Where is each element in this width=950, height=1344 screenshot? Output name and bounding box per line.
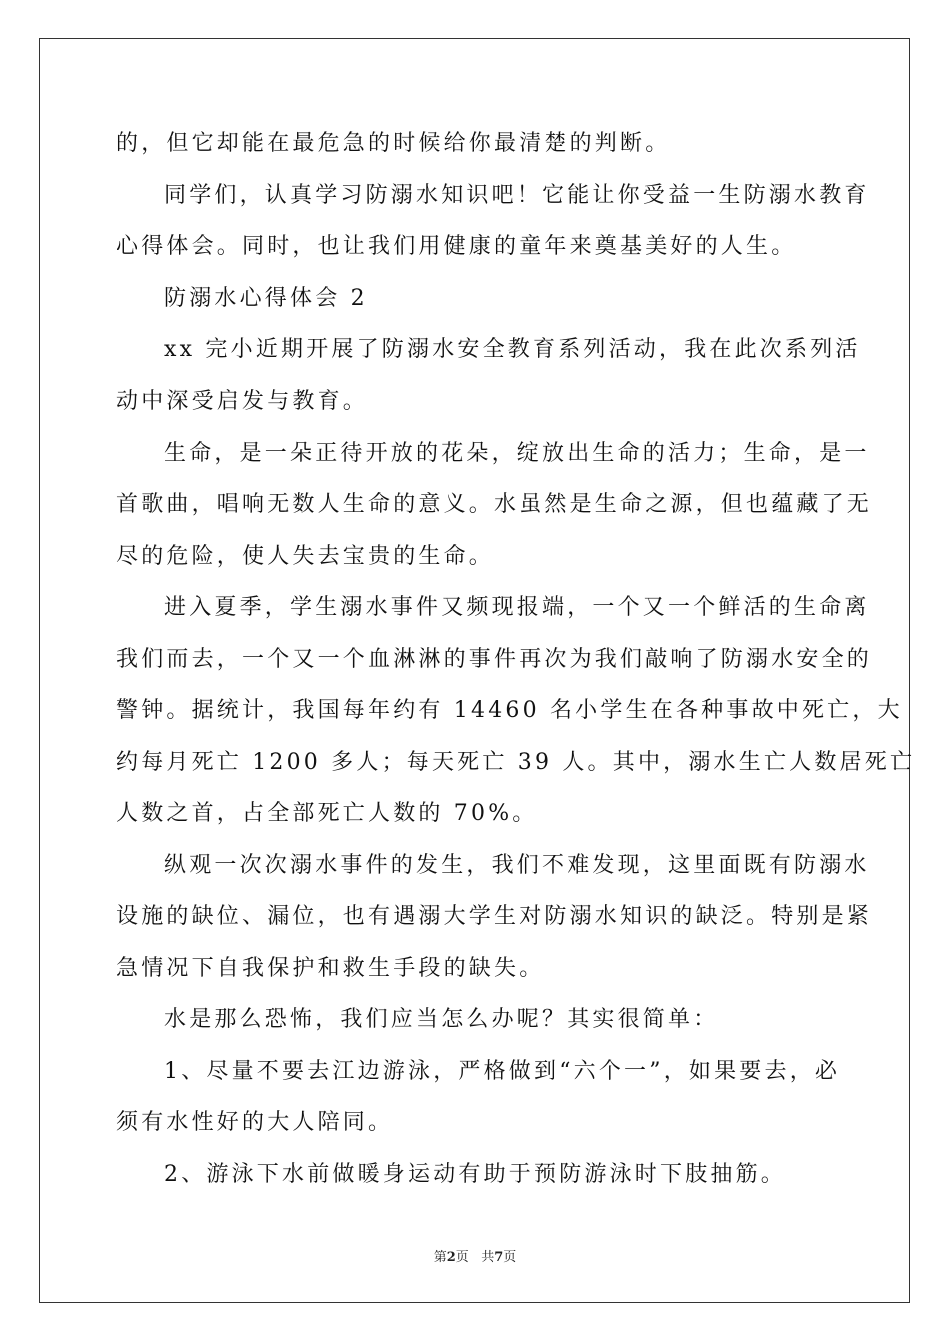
page-number-footer [0, 1246, 950, 1265]
text-line: 我们而去，一个又一个血淋淋的事件再次为我们敲响了防溺水安全的 [116, 647, 873, 672]
footer-total-suffix: 页 [503, 1250, 517, 1265]
text-line: 急情况下自我保护和救生手段的缺失。 [116, 956, 545, 981]
text-line: 首歌曲，唱响无数人生命的意义。水虽然是生命之源，但也蕴藏了无 [116, 492, 873, 517]
list-item: 1、尽量不要去江边游泳，严格做到“六个一”，如果要去，必 [164, 1059, 841, 1084]
total-pages-number: 7 [494, 1250, 504, 1265]
footer-prefix: 第 [433, 1250, 447, 1265]
current-page-number: 2 [446, 1250, 456, 1265]
footer-total-prefix: 共 [481, 1250, 495, 1265]
footer-page-suffix: 页 [455, 1250, 469, 1265]
text-line: 进入夏季，学生溺水事件又频现报端，一个又一个鲜活的生命离 [164, 595, 870, 620]
text-line: 人数之首，占全部死亡人数的 70%。 [116, 801, 538, 826]
text-line: 的，但它却能在最危急的时候给你最清楚的判断。 [116, 131, 671, 156]
text-line: 须有水性好的大人陪同。 [116, 1110, 394, 1135]
text-line: 动中深受启发与教育。 [116, 389, 369, 414]
text-line: 水是那么恐怖，我们应当怎么办呢？其实很简单： [164, 1007, 719, 1032]
list-item: 2、游泳下水前做暖身运动有助于预防游泳时下肢抽筋。 [164, 1162, 786, 1187]
text-line: 约每月死亡 1200 多人；每天死亡 39 人。其中，溺水生亡人数居死亡 [116, 750, 916, 775]
section-heading: 防溺水心得体会 2 [164, 286, 368, 311]
text-line: 尽的危险，使人失去宝贵的生命。 [116, 544, 495, 569]
text-line: xx 完小近期开展了防溺水安全教育系列活动，我在此次系列活 [164, 337, 861, 362]
text-line: 同学们，认真学习防溺水知识吧！它能让你受益一生防溺水教育 [164, 183, 870, 208]
text-line: 生命，是一朵正待开放的花朵，绽放出生命的活力；生命，是一 [164, 441, 870, 466]
text-line: 纵观一次次溺水事件的发生，我们不难发现，这里面既有防溺水 [164, 853, 870, 878]
text-line: 设施的缺位、漏位，也有遇溺大学生对防溺水知识的缺泛。特别是紧 [116, 904, 873, 929]
text-line: 警钟。据统计，我国每年约有 14460 名小学生在各种事故中死亡，大 [116, 698, 903, 723]
text-line: 心得体会。同时，也让我们用健康的童年来奠基美好的人生。 [116, 234, 797, 259]
